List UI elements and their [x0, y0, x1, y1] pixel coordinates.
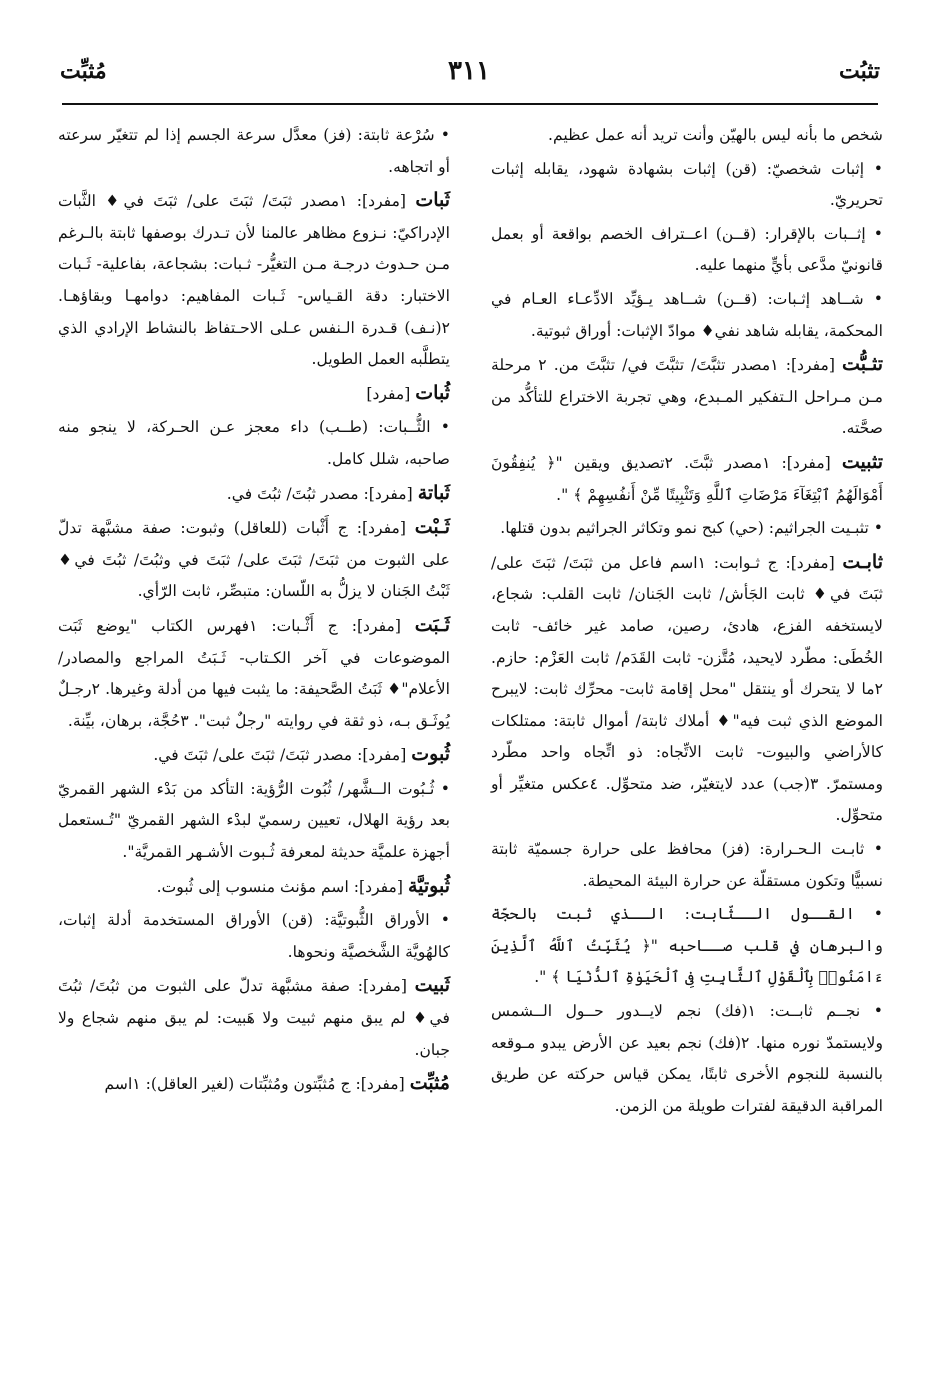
dictionary-entry — [491, 349, 883, 445]
entry-definition: [مفرد]: مصدر ثبَتَ/ ثبَتَ على/ ثبَتَ في. — [153, 746, 412, 765]
sub-entry: • تثبـيت الجراثيم: (حي) كبح نمو وتكاثر الجراثيم بدون قتلها. — [500, 519, 883, 538]
entry-continuation: شخص ما بأنه ليس بالهيّن وأنت تريد أنه عمل عظيم. — [548, 126, 883, 144]
sub-entry: • شــاهد إثـبات: (قــن) شــاهد يـؤيِّد الادِّعـاء العـام في المحكمة، يقابله شاهد نفي♦ موادّ الإثبات: أوراق ثبوتية. — [491, 289, 883, 340]
dictionary-entry — [491, 447, 883, 511]
sub-entry: • القــول الــثّابت: الــذي ثبت بالحجّة والبرهان في قلب صــاحبه "﴿ يُثَبِّتُ ٱللَّهُ ٱلَّذِينَ ءَامَنُوا۟ بِٱلْقَوْلِ ٱلثَّابِتِ فِى ٱلْحَيَوٰةِ ٱلدُّنْيَا ﴾ ". — [491, 905, 883, 987]
sub-entry: • إثــبات بالإقرار: (قــن) اعــتراف الخصم بواقعة أو بعمل قانونيّ مدَّعى بأيٍّ منهما عليه. — [491, 224, 883, 275]
running-head-right: تثبُت — [838, 58, 880, 84]
dictionary-entry — [58, 970, 450, 1066]
entry-headword: ثَـبَت — [414, 613, 450, 636]
sub-entry: • الثُّــبات: (طــب) داء معجز عـن الحـركة، لا ينجو منه صاحبه، شلل كامل. — [58, 418, 450, 468]
dictionary-entry — [58, 185, 450, 376]
sub-entry: • نجــم ثابــت: ١(فك) نجم لايــدور حــول الــشمس ولايستمدّ نوره منها. ٢(فك) نجم بعيد عن الأرض يبدو مـوقعه بالنسبة للنجوم الأخرى ثابتًا، يمكن قياس حركته عن طريق المراقبة الدقيقة لفترات طويلة من الزمن. — [491, 1002, 883, 1115]
left-column — [58, 120, 450, 1103]
dictionary-entry — [58, 512, 450, 608]
dictionary-entry — [58, 871, 450, 904]
header-rule — [62, 103, 878, 105]
entry-headword: ثَبات — [415, 189, 451, 212]
entry-headword: تثبيت — [841, 450, 883, 473]
dictionary-entry — [58, 739, 450, 772]
entry-headword: ثَبيت — [414, 974, 450, 997]
entry-headword: ثَـبْت — [414, 516, 450, 539]
dictionary-entry — [58, 478, 450, 511]
entry-headword: ثابـت — [842, 550, 884, 573]
sub-entry: • الأوراق الثُّبوتيَّة: (قن) الأوراق المستخدمة أدلة إثبات، كالهُويَّة الشَّخصيَّة ونحوها. — [58, 911, 450, 961]
entry-headword: مُثبِّت — [409, 1072, 450, 1095]
sub-entry: • سُرْعة ثابتة: (فز) معدَّل سرعة الجسم إذا لم تتغيّر سرعته أو اتجاهه. — [58, 126, 450, 176]
entry-headword: ثُبوت — [411, 743, 450, 766]
entry-headword: ثُبات — [415, 381, 450, 404]
dictionary-entry — [58, 610, 450, 737]
entry-definition: [مفرد]: ج أَثْبات (للعاقل) وثبوت: صفة مشبَّهة تدلّ على الثبوت من ثبَتَ/ ثبَتَ على/ ثبَتَ في وثبُتَ/ ثبُتَ في♦ ثَبْتُ الجَنان لا يزلُّ به اللّسان: متبصِّر، ثابت الرّأي. — [58, 519, 450, 601]
sub-entry: • ثُـبُوت الــشَّهر/ ثُبُوت الرُّؤية: التأكد من بَدْء الشهر القمريّ بعد رؤية الهلال، تعيين رسميّ لبدْء الشهر القمريّ "تُـستعمل أجهزة علميَّة حديثة لمعرفة ثُـبوت الأشـهر القمريَّة". — [58, 779, 450, 862]
entry-definition: [مفرد]: ١مصدر ثبَّتَ. ٢تصديق ويقين "﴿ يُنفِقُونَ أَمْوَالَهُمُ ٱبْتِغَآءَ مَرْضَاتِ ٱللَّهِ وَتَثْبِيتًا مِّنْ أَنفُسِهِمْ ﴾ ". — [491, 453, 883, 504]
entry-headword: تثـبُّت — [842, 353, 884, 376]
entry-headword: ثُبوتيَّة — [407, 874, 450, 897]
entry-definition: [مفرد] — [366, 384, 416, 403]
entry-definition: [مفرد]: صفة مشبَّهة تدلّ على الثبوت من ثبُتَ/ ثبُتَ في♦ لم يبق منهم ثبيت ولا هَبيت: لم يبق منهم شجاع ولا جبان. — [58, 977, 450, 1059]
running-head-left: مُثبِّت — [60, 58, 107, 84]
entry-definition: [مفرد]: ج ثـوابت: ١اسم فاعل من ثبَتَ/ ثبَتَ على/ ثبَتَ في♦ ثابت الجَأش/ ثابت الجَنان/ ثابت القلب: شجاع، لايستخفه الفزع، هادئ، رصين، صامد غير خائف- ثابت الخُطَى: مطّرد لايحيد، مُتَّزن- ثابت القَدَم/ ثابت العَزْم: حازم. ٢ما لا يتحرك أو ينتقل "محل إقامة ثابت- محرِّك ثابت: لايبرح الموضع الذي ثبت فيه"♦ أملاك ثابتة/ أموال ثابتة: ممتلكات كالأراضي والبيوت- ثابت الاتِّجاه: ذو اتِّجاه واحد مطّرد ومستمرّ. ٣(جب) عدد لايتغيّر، ضد متحوِّل. ٤عكس متغيِّر أو متحوِّل. — [491, 553, 883, 825]
dictionary-entry — [491, 547, 883, 832]
dictionary-entry — [58, 378, 450, 411]
entry-definition: [مفرد]: ١مصدر ثبَتَ/ ثبَتَ على/ ثبَتَ في♦ الثَّبات الإدراكيّ: نـزوع مظاهر عالمنا لأن تـدرك بوصفها ثابتة بالـرغم مـن حـدوث درجـة مـن التغيُّر- ثـبات: بشجاعة، بفاعلية- ثَـبات الاختبار: دقة القـياس- ثَـبات المفاهيم: دوامهـا وبقاؤهـا. ٢(نـف) قـدرة الـنفس عـلى الاحـتفاظ بالنشاط الإرادي الذي يتطلَّبه العمل الطويل. — [58, 192, 450, 369]
entry-definition: [مفرد]: اسم مؤنث منسوب إلى ثُبوت. — [156, 877, 408, 896]
sub-entry: • ثابـت الـحـرارة: (فز) محافظ على حرارة جسميّة ثابتة نسبيًّا وتكون مستقلّة عن حرارة البيئة المحيطة. — [491, 840, 883, 890]
entry-definition: [مفرد]: ج مُثبِّتون ومُثبِّتات (لغير العاقل): ١اسم — [104, 1075, 410, 1094]
right-column — [491, 120, 883, 1124]
entry-definition: [مفرد]: ج أَثْـبات: ١فهرس الكتاب "يوضع ثَبَت الموضوعات في آخر الكـتاب- ثَـبَتُ المراجع والمصادر/ الأعلام"♦ ثَبَتُ الصَّحيفة: ما يثبت فيها من أدلة وغيرها. ٢رجـلٌ يُوثَـق بـه، ذو ثقة في روايته "رجلٌ ثبت". ٣حُجَّة، برهان، بيِّنة. — [58, 616, 450, 730]
page-number: ٣١١ — [448, 56, 490, 86]
entry-definition: [مفرد]: مصدر ثبُتَ/ ثبُتَ في. — [226, 484, 418, 503]
sub-entry: • إثبات شخصيّ: (قن) إثبات بشهادة شهود، يقابله إثبات تحريريّ. — [491, 159, 883, 210]
dictionary-entry — [58, 1068, 450, 1101]
entry-headword: ثَباتة — [417, 481, 450, 504]
entry-definition: [مفرد]: ١مصدر تثبَّتَ/ تثبَّتَ في/ تثبَّتَ من. ٢ مرحلة مـن مـراحل الـتفكير المـبدع، وهي تجربة الاختراع للتأكُّد من صحَّته. — [491, 356, 883, 438]
